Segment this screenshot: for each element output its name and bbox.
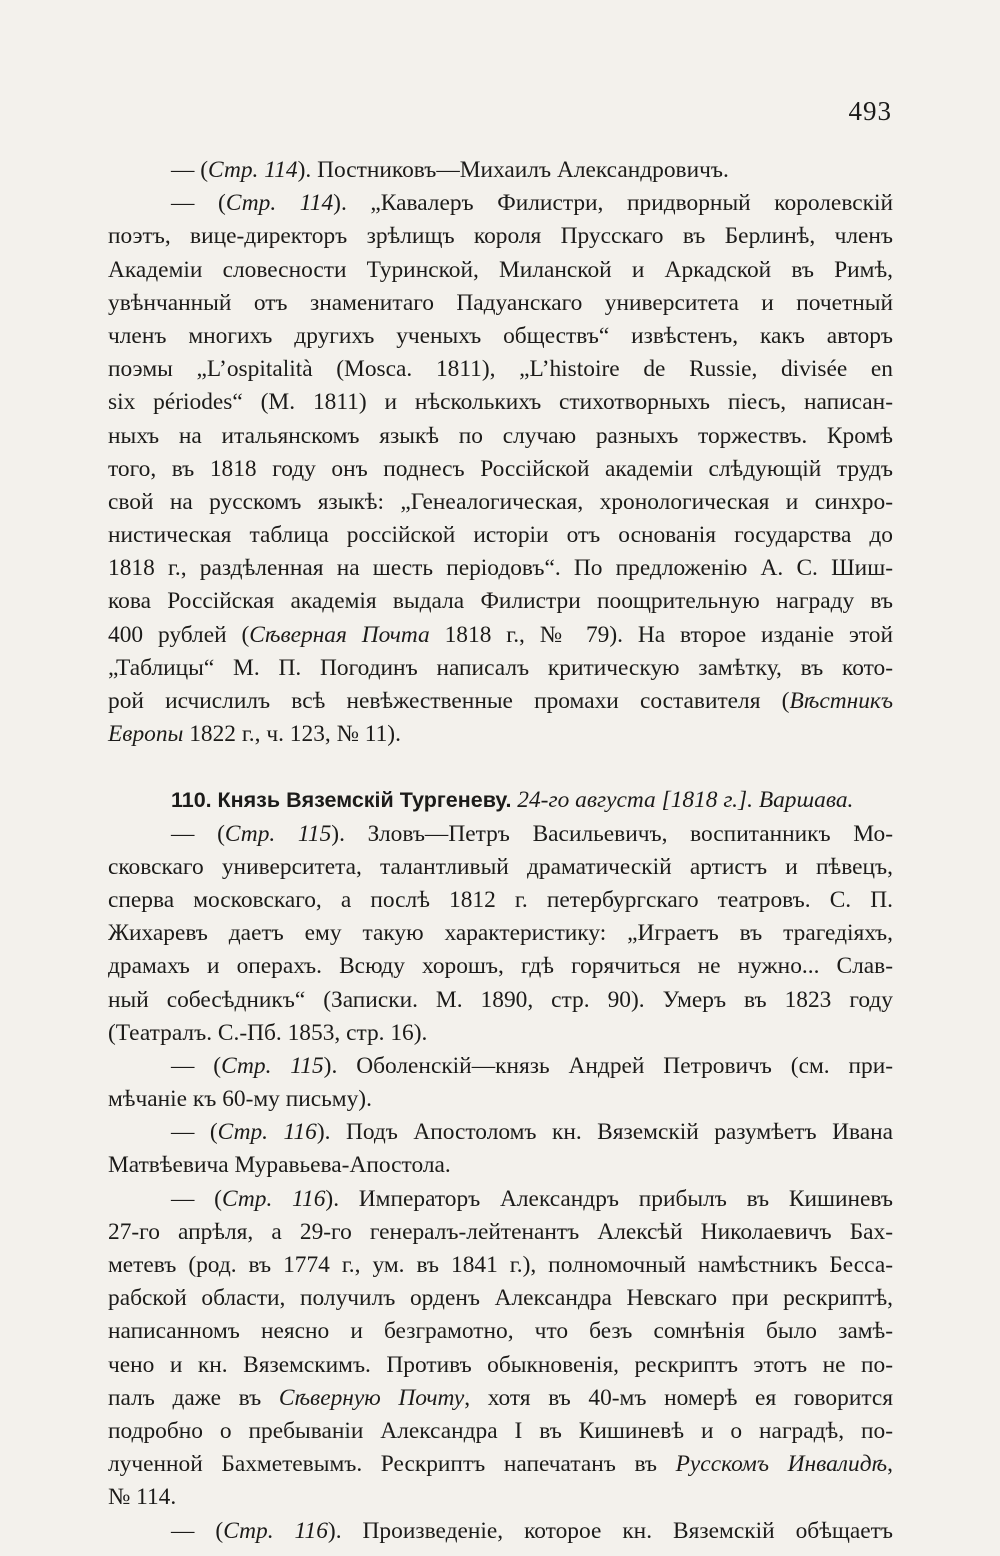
letter-heading-line [108, 784, 893, 817]
paragraph-postnikov [108, 154, 893, 187]
text-line: „Таблицы“ М. П. Погодинъ написалъ критическую замѣтку, въ кото- [108, 654, 893, 681]
paragraph-emperor [108, 1183, 893, 1515]
text-line: (Театралъ. С.-Пб. 1853, стр. 16). [108, 1019, 428, 1046]
text-line: — (Стр. 115). Оболенскій—князь Андрей Петровичъ (см. при- [171, 1052, 893, 1079]
letter-year: [1818 г.]. [661, 787, 753, 814]
text-line: 1818 г., раздѣленная на шесть періодовъ“. По предложенію А. С. Шиш- [108, 555, 893, 582]
text-line: написанномъ неясно и безграмотно, что безъ сомнѣнія было замѣ- [108, 1318, 893, 1345]
text-line: 400 рублей (Сѣверная Почта 1818 г., № 79). На второе изданіе этой [108, 621, 894, 648]
letter-place: Варшава. [758, 787, 854, 814]
text-line: Матвѣевича Муравьева-Апостола. [108, 1152, 451, 1179]
text-line: увѣнчанный отъ знаменитаго Падуанскаго университета и почетный [108, 289, 893, 316]
text-line: нистическая таблица россійской исторіи отъ основанія государства до [108, 522, 893, 549]
text-line: того, въ 1818 году онъ поднесъ Россійской академіи слѣдующій трудъ [108, 455, 893, 482]
text-line: сковскаго университета, талантливый драматическій артистъ и пѣвецъ, [108, 853, 893, 880]
text-line: членъ многихъ другихъ ученыхъ обществъ“ извѣстенъ, какъ авторъ [108, 322, 893, 349]
text-line: палъ даже въ Сѣверную Почту, хотя въ 40-мъ номерѣ ея говорится [108, 1384, 893, 1411]
text-line: драмахъ и операхъ. Всюду хорошъ, гдѣ горячиться не нужно... Слав- [108, 953, 893, 980]
text-line: ный собесѣдникъ“ (Записки. М. 1890, стр. 90). Умеръ въ 1823 году [108, 986, 893, 1013]
text-line: six périodes“ (М. 1811) и нѣсколькихъ стихотворныхъ піесъ, написан- [108, 389, 893, 416]
paragraph-work [108, 1515, 893, 1548]
text-line: Жихаревъ даетъ ему такую характеристику: „Играетъ въ трагедіяхъ, [108, 920, 893, 947]
text-line: подробно о пребываніи Александра I въ Кишиневѣ и о наградѣ, по- [108, 1417, 893, 1444]
letter-date: 24-го августа [517, 787, 656, 814]
text-line: рой исчислилъ всѣ невѣжественные промахи составителя (Вѣстникъ [108, 688, 893, 714]
spacer [108, 751, 893, 784]
page-number: 493 [848, 96, 892, 126]
text-line: поэмы „L’ospitalità (Mosca. 1811), „L’histoire de Russie, divisée en [108, 356, 893, 383]
text-line: свой на русскомъ языкѣ: „Генеалогическая, хронологическая и синхро- [108, 488, 893, 515]
text-line: чено и кн. Вяземскимъ. Противъ обыкновенія, рескриптъ этотъ не по- [108, 1351, 893, 1378]
letter-number: 110. [171, 788, 212, 813]
text-line: — (Стр. 116). Императоръ Александръ прибылъ въ Кишиневъ [171, 1185, 893, 1212]
text-line: — (Стр. 114). Постниковъ—Михаилъ Александровичъ. [171, 157, 729, 183]
text-line: 27-го апрѣля, а 29-го генералъ-лейтенантъ Алексѣй Николаевичъ Бах- [108, 1218, 893, 1245]
text-line: — (Стр. 114). „Кавалеръ Филистри, придворный королевскій [171, 190, 893, 217]
paragraph-apostol [108, 1116, 893, 1182]
text-line: рабской области, получилъ орденъ Александра Невскаго при рескриптѣ, [108, 1285, 893, 1312]
page-body [108, 154, 893, 1548]
text-line: — (Стр. 116). Подъ Апостоломъ кн. Вяземскій разумѣетъ Ивана [171, 1119, 893, 1146]
letter-title: Князь Вяземскій Тургеневу. [217, 788, 512, 813]
text-line: — (Стр. 116). Произведеніе, которое кн. Вяземскій обѣщаетъ [171, 1517, 893, 1544]
text-line: кова Россійская академія выдала Филистри поощрительную награду въ [108, 588, 893, 615]
text-line: лученной Бахметевымъ. Рескриптъ напечатанъ въ Русскомъ Инвалидѣ, [108, 1451, 893, 1478]
text-line: мѣчаніе къ 60-му письму). [108, 1086, 372, 1113]
text-line: № 114. [108, 1484, 177, 1511]
letter-heading [108, 784, 893, 817]
text-line: поэтъ, вице-директоръ зрѣлищъ короля Прусскаго въ Берлинѣ, членъ [108, 223, 893, 250]
text-line: метевъ (род. въ 1774 г., ум. въ 1841 г.), полномочный намѣстникъ Бесса- [108, 1252, 893, 1278]
text-line: — (Стр. 115). Зловъ—Петръ Васильевичъ, воспитанникъ Мо- [171, 820, 893, 847]
paragraph-zlov [108, 818, 893, 1050]
text-line: Академіи словесности Туринской, Миланской и Аркадской въ Римѣ, [108, 256, 893, 283]
paragraph-obolensky [108, 1050, 893, 1116]
text-line: ныхъ на итальянскомъ языкѣ по случаю разныхъ торжествъ. Кромѣ [108, 422, 893, 449]
paragraph-filistri [108, 187, 893, 751]
text-line: Европы 1822 г., ч. 123, № 11). [108, 721, 401, 748]
text-line: сперва московскаго, а послѣ 1812 г. петербургскаго театровъ. С. П. [108, 886, 893, 913]
